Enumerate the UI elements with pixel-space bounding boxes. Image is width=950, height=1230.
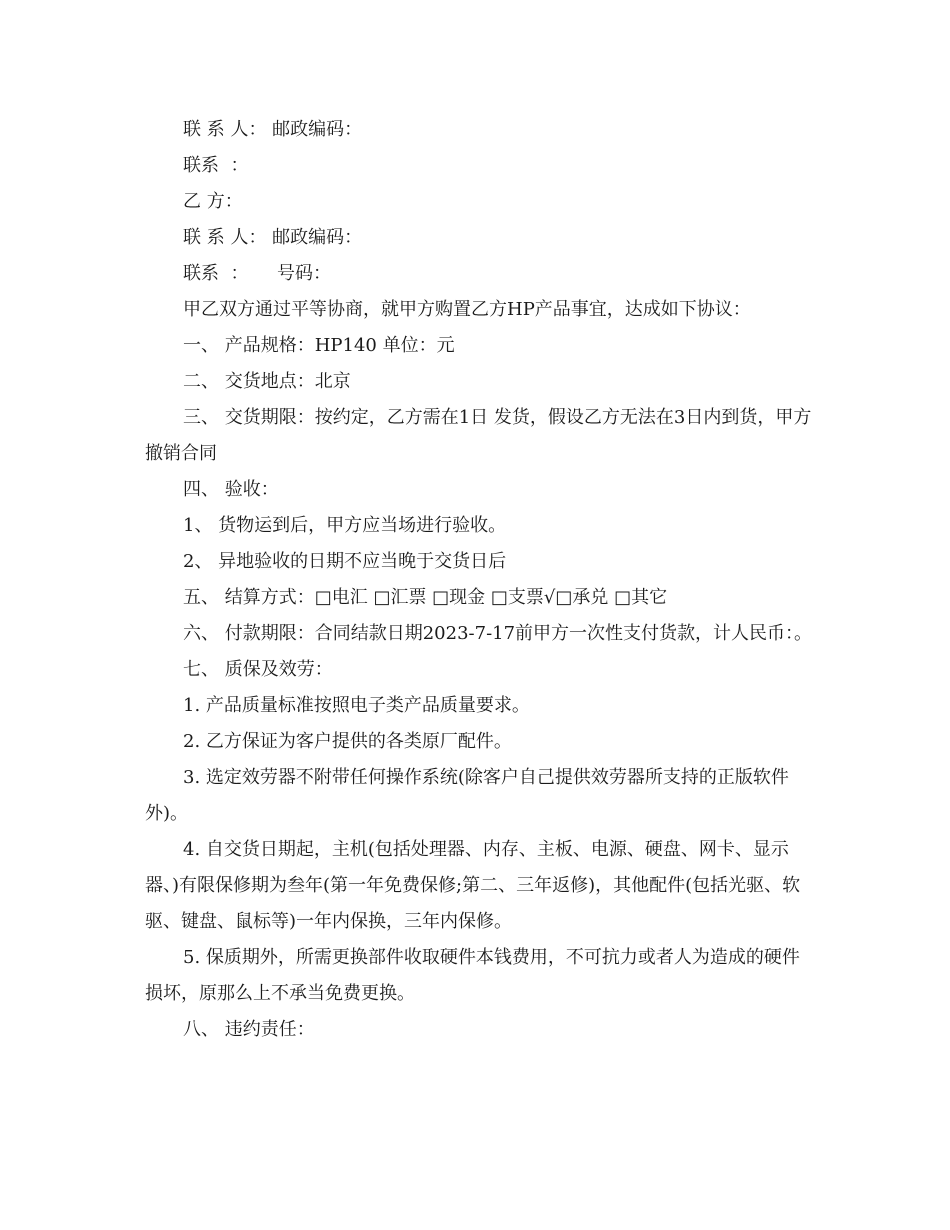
clause-3-delivery-period: 三、 交货期限：按约定，乙方需在1日 发货，假设乙方无法在3日内到货，甲方撤销合同 [145,407,812,464]
party-b-label: 乙 方： [183,191,243,212]
clause-2-delivery-location: 二、 交货地点：北京 [183,371,351,392]
clause-5-settlement: 五、 结算方式：□电汇 □汇票 □现金 □支票√□承兑 □其它 [183,587,668,608]
warranty-item-4: 4. 自交货日期起，主机(包括处理器、内存、主板、电源、硬盘、网卡、显示器、)有限保修期为叁年(第一年免费保修;第二、三年返修)，其他配件(包括光驱、软驱、键盘、鼠标等)一年内保换，三年内保修。 [145,839,801,932]
agreement-intro: 甲乙双方通过平等协商，就甲方购置乙方HP产品事宜，达成如下协议： [183,299,751,320]
clause-1-product-spec: 一、 产品规格：HP140 单位：元 [183,335,455,356]
warranty-item-5: 5. 保质期外，所需更换部件收取硬件本钱费用，不可抗力或者人为造成的硬件损坏，原那么上不承当免费更换。 [145,947,800,1004]
clause-8-liability: 八、 违约责任： [183,1019,315,1040]
document-body [145,112,815,1048]
acceptance-item-1: 1、 货物运到后，甲方应当场进行验收。 [183,515,507,536]
contact-number-party-b: 联系 ： 号码： [183,263,332,284]
contact-person-postcode-party-a: 联 系 人： 邮政编码： [183,119,363,140]
clause-7-warranty-service: 七、 质保及效劳： [183,659,333,680]
acceptance-item-2: 2、 异地验收的日期不应当晚于交货日后 [183,551,507,572]
contact-person-postcode-party-b: 联 系 人： 邮政编码： [183,227,363,248]
clause-6-payment-period: 六、 付款期限：合同结款日期2023-7-17前甲方一次性支付货款，计人民币：。 [183,623,813,644]
clause-4-acceptance: 四、 验收： [183,479,279,500]
warranty-item-1: 1. 产品质量标准按照电子类产品质量要求。 [183,695,530,716]
contact-line-party-a: 联系 ： [183,155,249,176]
warranty-item-2: 2. 乙方保证为客户提供的各类原厂配件。 [183,731,512,752]
warranty-item-3: 3. 选定效劳器不附带任何操作系统(除客户自己提供效劳器所支持的正版软件外)。 [145,767,789,824]
